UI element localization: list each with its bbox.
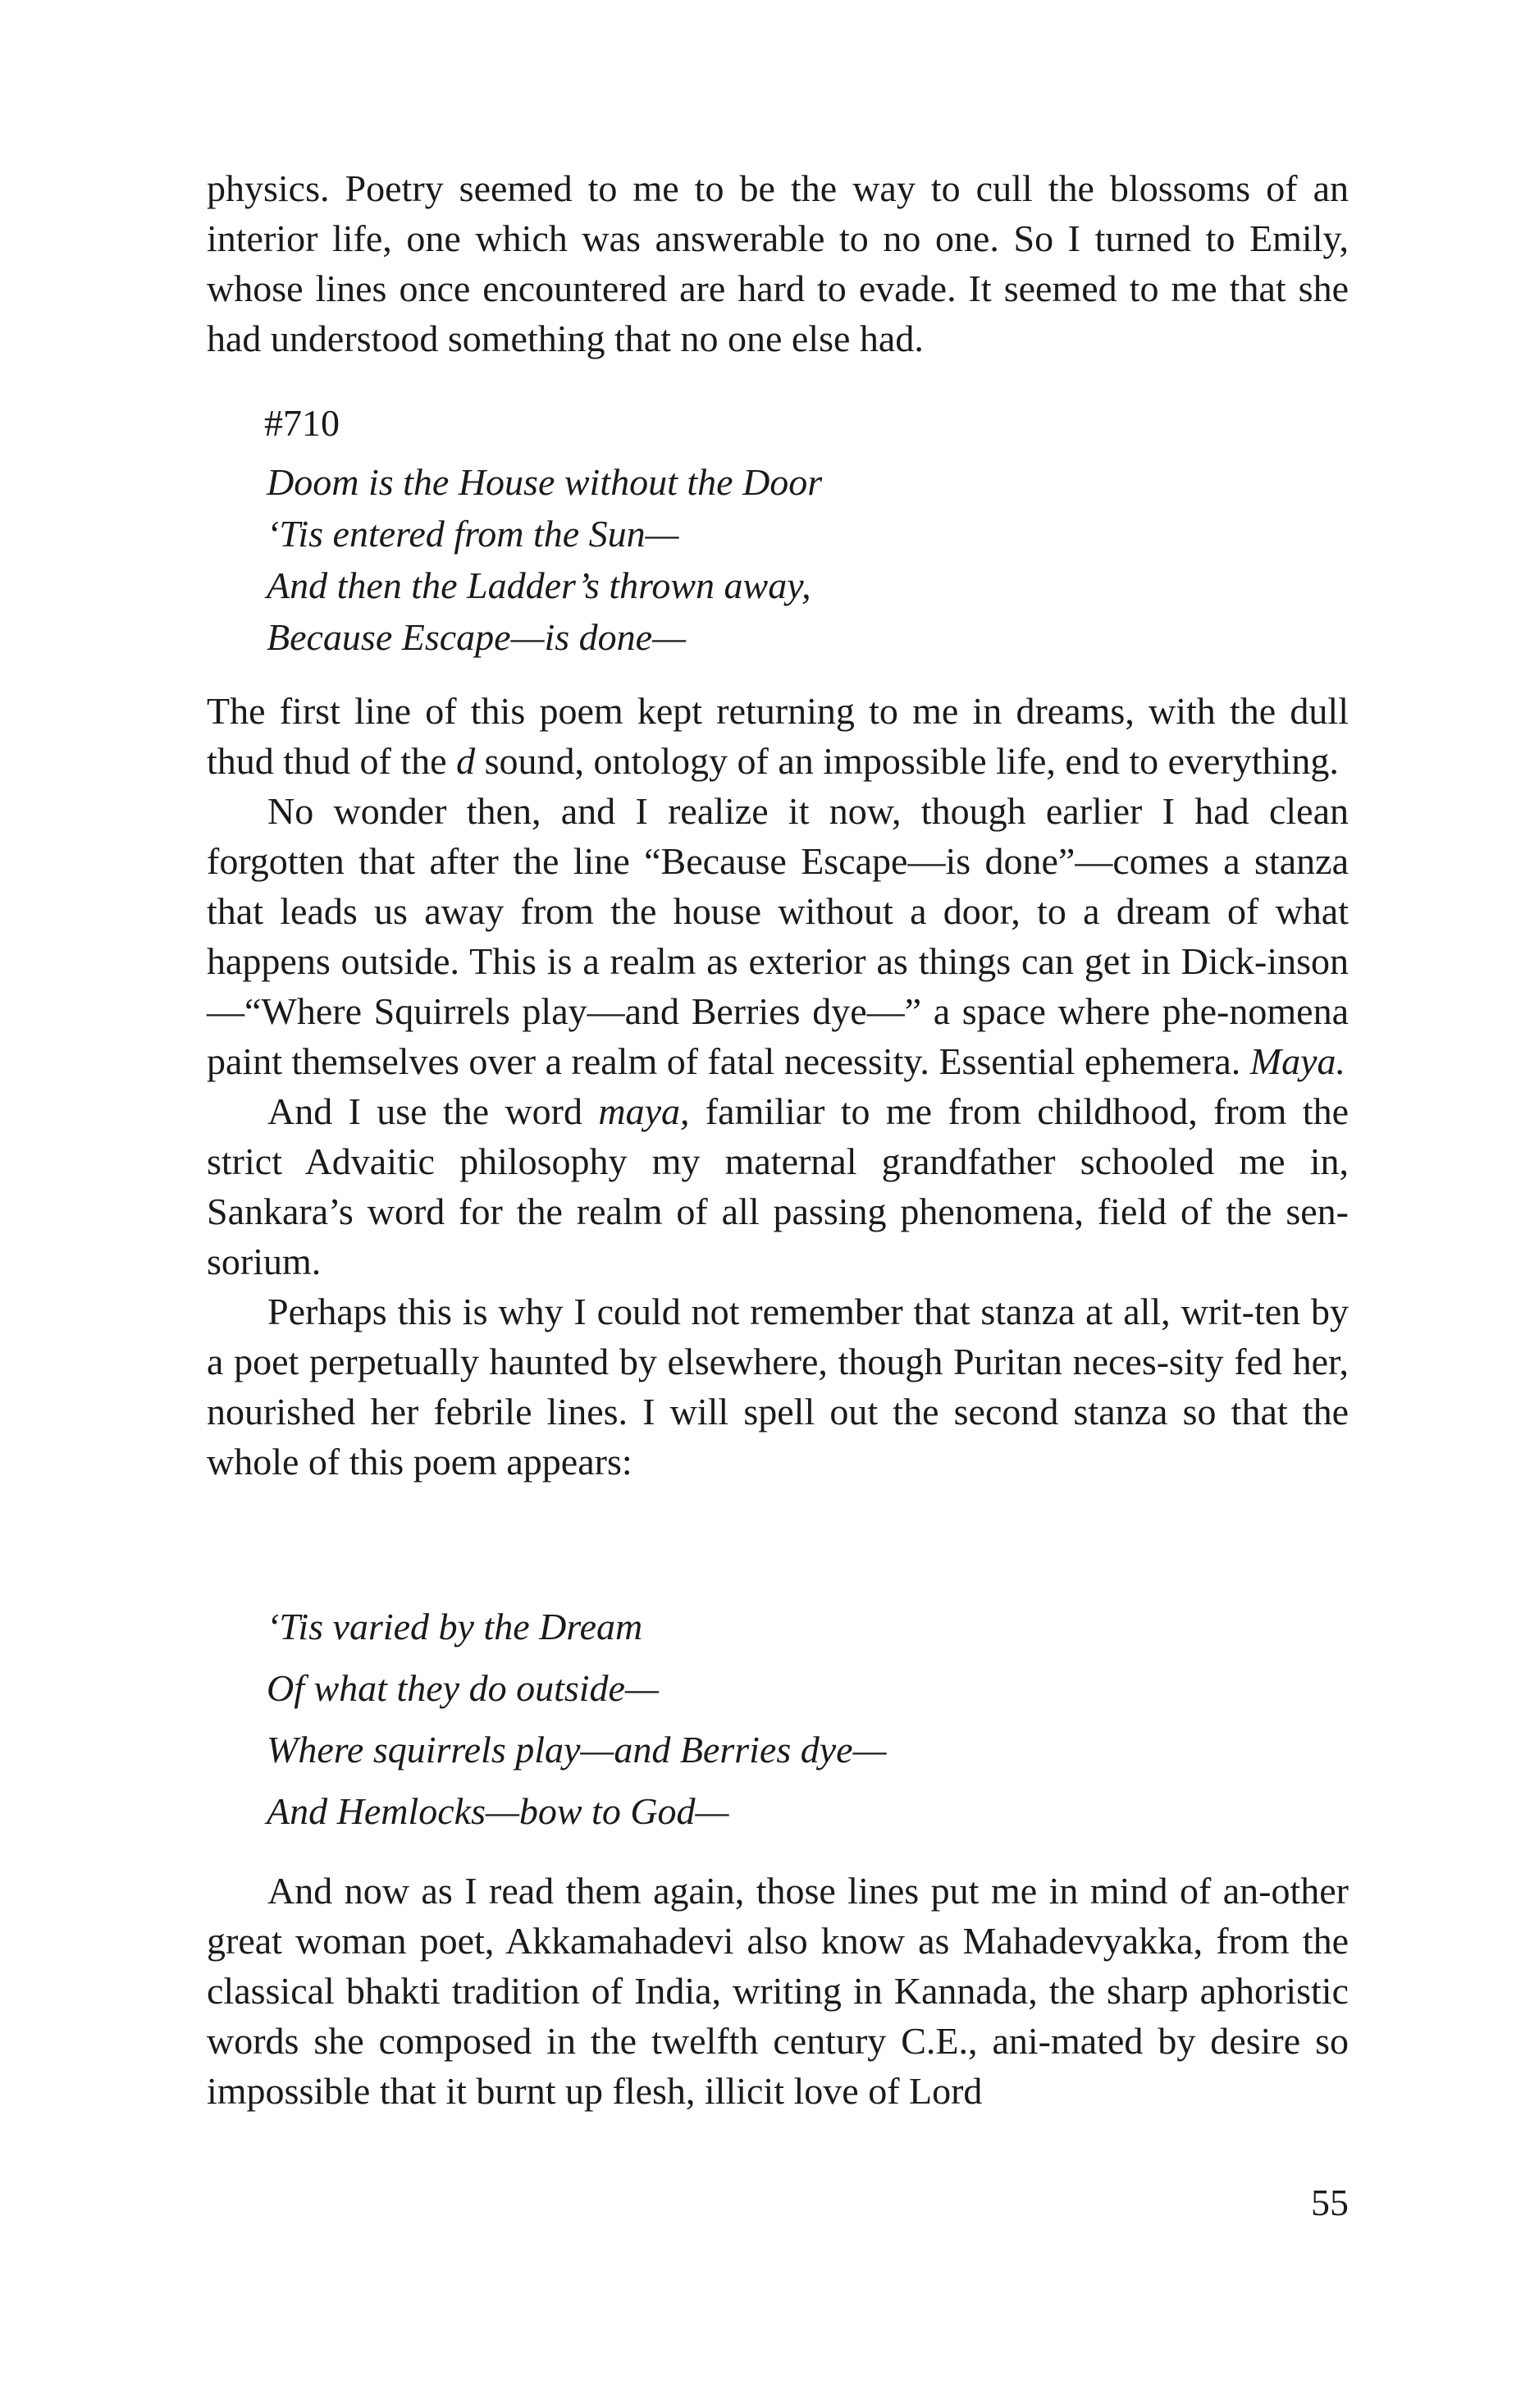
poem-line: Doom is the House without the Door (267, 461, 823, 503)
opening-paragraph (207, 163, 1349, 363)
page-number: 55 (1311, 2182, 1349, 2223)
paragraph: No wonder then, and I realize it now, though earlier I had clean forgotten that after the line “Because Escape—is done”—comes a stanza that leads us away from the house without a door, to a dream of what happens outside. This is a realm as exterior as things can get in Dick-inson—“Where Squirrels play—and Berries dye—” a space where phe-nomena paint themselves over a realm of fatal necessity. Essential ephemera. Maya. (207, 790, 1349, 1082)
poem-line: ‘Tis varied by the Dream (267, 1606, 643, 1647)
poem-line: Because Escape—is done— (267, 616, 686, 658)
paragraph: And now as I read them again, those lines put me in mind of an-other great woman poet, Akkamahadevi also know as Mahadevyakka, from the classical bhakti tradition of India, writing in Kannada, the sharp aphoristic words she composed in the twelfth century C.E., ani-mated by desire so impossible that it burnt up flesh, illicit love of Lord (207, 1870, 1349, 2112)
poem-line: And Hemlocks—bow to God— (267, 1790, 729, 1832)
poem-stanza-one (267, 456, 822, 663)
closing-paragraph (207, 1866, 1349, 2116)
body-paragraphs (207, 686, 1349, 1487)
poem-stanza-two (267, 1596, 886, 1842)
paragraph: And I use the word maya, familiar to me from childhood, from the strict Advaitic philosophy my maternal grandfather schooled me in, Sankara’s word for the realm of all passing phenomena, field of the sen-sorium. (207, 1090, 1349, 1282)
paragraph: physics. Poetry seemed to me to be the way to cull the blossoms of an interior life, one which was answerable to no one. So I turned to Emily, whose lines once encountered are hard to evade. It seemed to me that she had understood something that no one else had. (207, 167, 1349, 359)
poem-number: #710 (264, 402, 340, 444)
poem-line: ‘Tis entered from the Sun— (267, 513, 679, 555)
poem-line: Where squirrels play—and Berries dye— (267, 1729, 887, 1771)
paragraph: Perhaps this is why I could not remember that stanza at all, writ-ten by a poet perpetually haunted by elsewhere, though Puritan neces-sity fed her, nourished her febrile lines. I will spell out the second stanza so that the whole of this poem appears: (207, 1291, 1349, 1483)
poem-line: Of what they do outside— (267, 1667, 659, 1709)
poem-line: And then the Ladder’s thrown away, (267, 564, 811, 606)
paragraph: The first line of this poem kept returning to me in dreams, with the dull thud thud of the d sound, ontology of an impossible life, end to everything. (207, 690, 1349, 782)
